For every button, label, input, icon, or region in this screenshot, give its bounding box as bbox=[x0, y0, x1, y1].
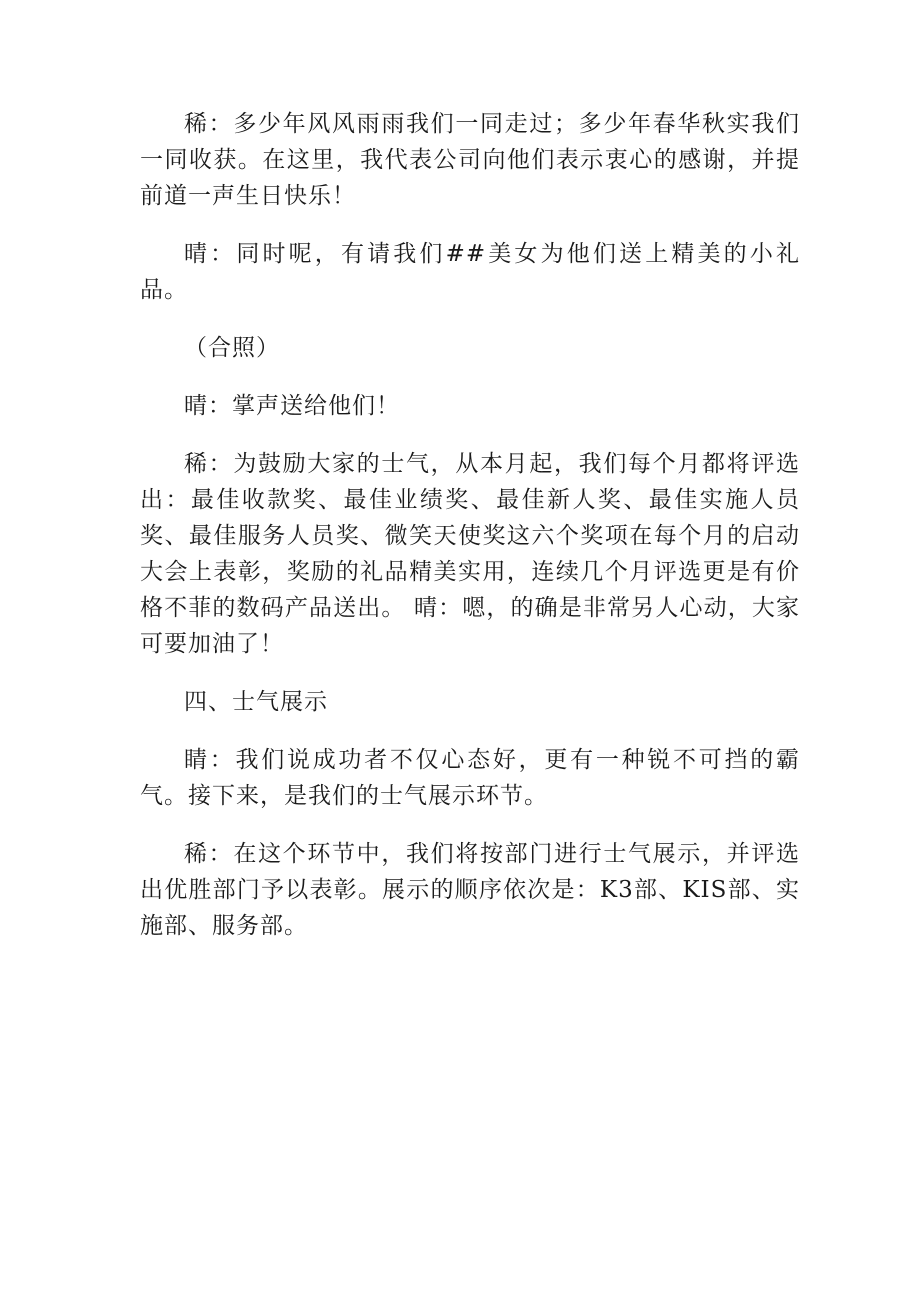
paragraph-awards: 稀：为鼓励大家的士气，从本月起，我们每个月都将评选出：最佳收款奖、最佳业绩奖、最佳新人奖、最佳实施人员奖、最佳服务人员奖、微笑天使奖这六个奖项在每个月的启动大会上表彰，奖励的礼品精美实用，连续几个月评选更是有价格不菲的数码产品送出。 晴：嗯，的确是非常另人心动，大家可要加油了！ bbox=[140, 451, 800, 657]
paragraph-applause: 晴：掌声送给他们！ bbox=[184, 393, 400, 419]
paragraph-morale-order: 稀：在这个环节中，我们将按部门进行士气展示，并评选出优胜部门予以表彰。展示的顺序依次是：K3部、KIS部、实施部、服务部。 bbox=[140, 841, 800, 939]
paragraph-gifts: 晴：同时呢，有请我们##美女为他们送上精美的小礼品。 bbox=[140, 241, 800, 303]
paragraph-morale-intro: 睛：我们说成功者不仅心态好，更有一种锐不可挡的霸气。接下来，是我们的士气展示环节。 bbox=[140, 747, 800, 809]
section-heading-morale: 四、士气展示 bbox=[184, 689, 328, 715]
paragraph-group-photo: （合照） bbox=[184, 335, 280, 361]
paragraph-thanks: 稀：多少年风风雨雨我们一同走过；多少年春华秋实我们一同收获。在这里，我代表公司向他们表示衷心的感谢，并提前道一声生日快乐！ bbox=[140, 111, 800, 209]
document-body bbox=[140, 106, 800, 966]
